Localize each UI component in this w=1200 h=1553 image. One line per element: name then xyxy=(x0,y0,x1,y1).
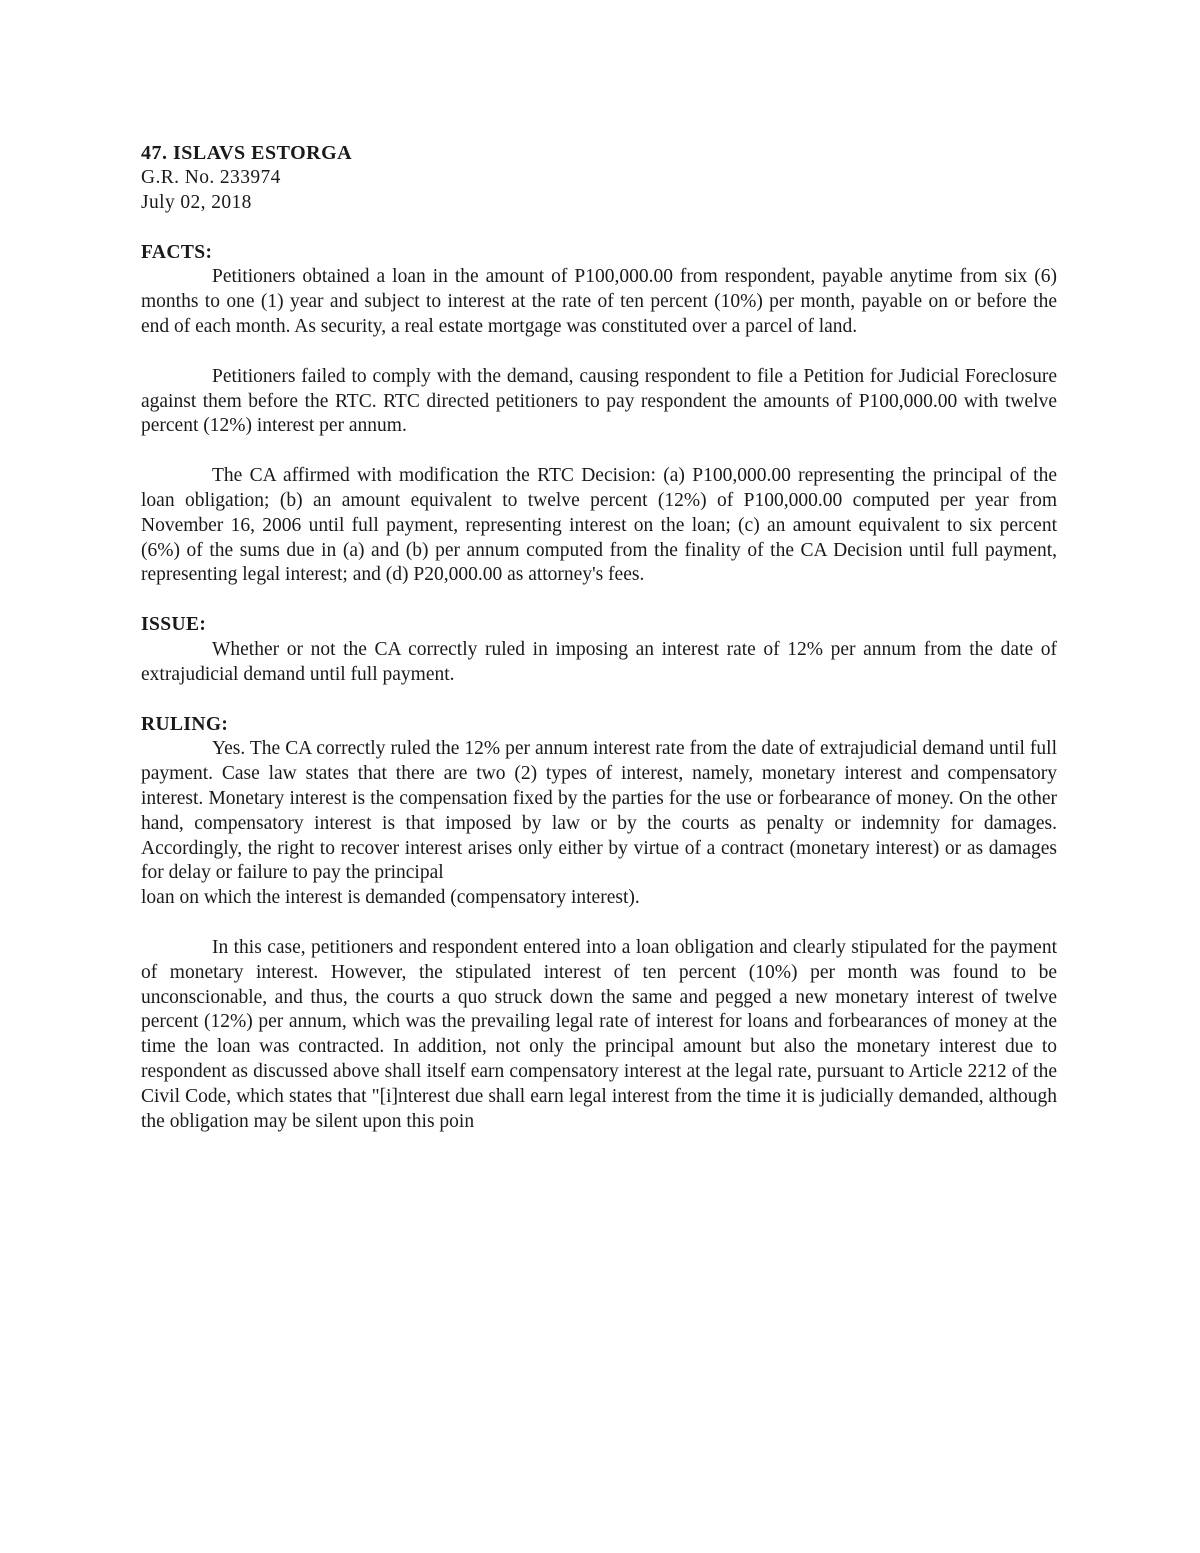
facts-paragraph-3: The CA affirmed with modification the RTC Decision: (a) P100,000.00 representing the principal of the loan obligation; (b) an amount equivalent to twelve percent (12%) of P100,000.00 computed per year from November 16, 2006 until full payment, representing interest on the loan; (c) an amount equivalent to six percent (6%) of the sums due in (a) and (b) per annum computed from the finality of the CA Decision until full payment, representing legal interest; and (d) P20,000.00 as attorney's fees. xyxy=(141,465,1057,586)
case-title: 47. ISLAVS ESTORGA xyxy=(141,142,353,164)
issue-paragraph: Whether or not the CA correctly ruled in imposing an interest rate of 12% per annum from the date of extrajudicial demand until full payment. xyxy=(141,638,1057,685)
facts-paragraph-1: Petitioners obtained a loan in the amount of P100,000.00 from respondent, payable anytime from six (6) months to one (1) year and subject to interest at the rate of ten percent (10%) per month, payable on or before the end of each month. As security, a real estate mortgage was constituted over a parcel of land. xyxy=(141,266,1057,337)
facts-heading: FACTS: xyxy=(141,241,213,263)
document-body xyxy=(141,140,1057,1134)
ruling-paragraph-1-tail: loan on which the interest is demanded (compensatory interest). xyxy=(141,887,640,909)
case-gr-number: G.R. No. 233974 xyxy=(141,167,281,188)
ruling-paragraph-1: Yes. The CA correctly ruled the 12% per annum interest rate from the date of extrajudicial demand until full payment. Case law states that there are two (2) types of interest, namely, monetary interest and compensatory interest. Monetary interest is the compensation fixed by the parties for the use or forbearance of money. On the other hand, compensatory interest is that imposed by law or by the courts as penalty or indemnity for damages. Accordingly, the right to recover interest arises only either by virtue of a contract (monetary interest) or as damages for delay or failure to pay the principal xyxy=(141,738,1057,884)
ruling-heading: RULING: xyxy=(141,713,229,735)
facts-paragraph-2: Petitioners failed to comply with the demand, causing respondent to file a Petition for Judicial Foreclosure against them before the RTC. RTC directed petitioners to pay respondent the amounts of P100,000.00 with twelve percent (12%) interest per annum. xyxy=(141,365,1057,437)
ruling-paragraph-2: In this case, petitioners and respondent entered into a loan obligation and clearly stipulated for the payment of monetary interest. However, the stipulated interest of ten percent (10%) per month was found to be unconscionable, and thus, the courts a quo struck down the same and pegged a new monetary interest of twelve percent (12%) per annum, which was the prevailing legal rate of interest for loans and forbearances of money at the time the loan was contracted. In addition, not only the principal amount but also the monetary interest due to respondent as discussed above shall itself earn compensatory interest at the legal rate, pursuant to Article 2212 of the Civil Code, which states that "[i]nterest due shall earn legal interest from the time it is judicially demanded, although the obligation may be silent upon this poin xyxy=(141,936,1057,1132)
case-date: July 02, 2018 xyxy=(141,191,252,213)
issue-heading: ISSUE: xyxy=(141,614,207,636)
